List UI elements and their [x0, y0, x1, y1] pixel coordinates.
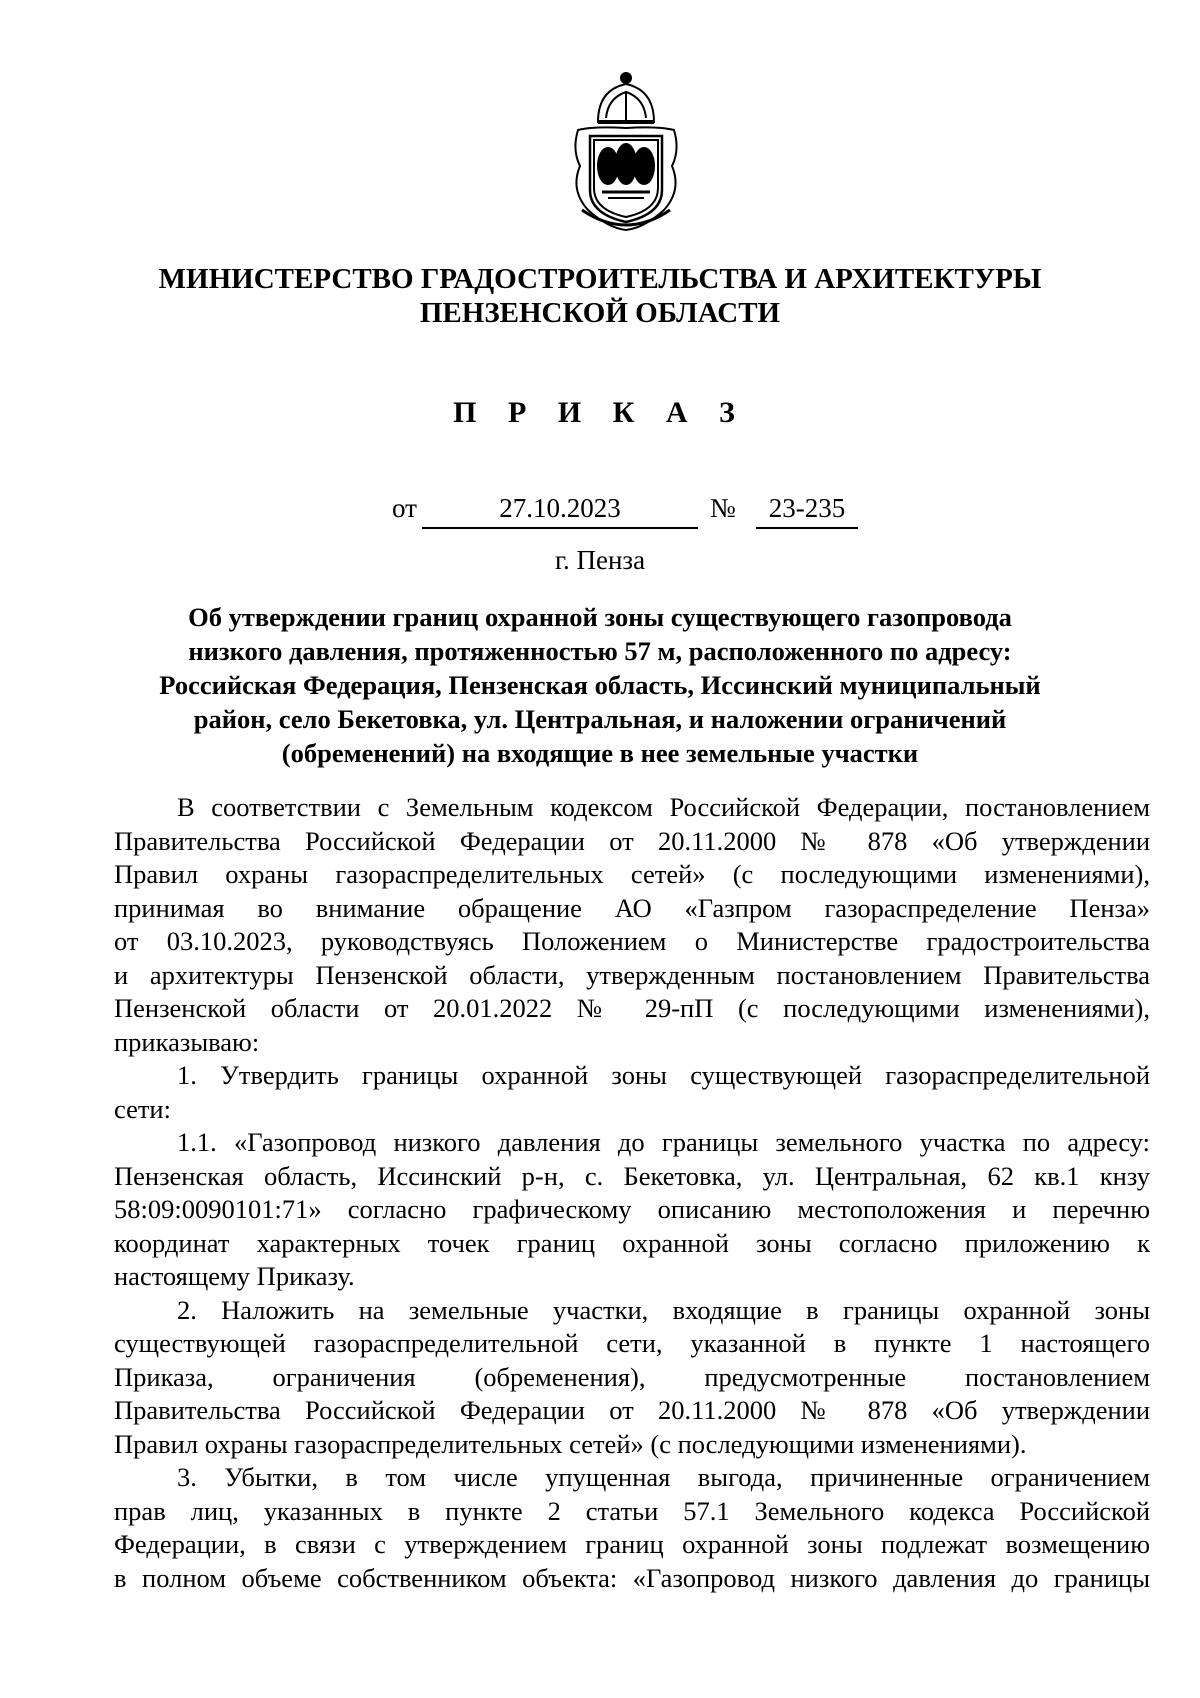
subject-line: низкого давления, протяженностью 57 м, расположенного по адресу:	[188, 636, 1012, 666]
ministry-name	[130, 262, 1070, 330]
text-line: Правил охраны газораспределительных сетей» (с последующими изменениями).	[114, 1428, 1027, 1459]
preamble-paragraph	[114, 791, 1150, 1059]
text-line: 1. Утвердить границы охранной зоны существующей газораспределительной	[177, 1060, 1150, 1090]
subject-line: Об утверждении границ охранной зоны существующего газопровода	[188, 602, 1012, 632]
text-line: координат характерных точек границ охранной зоны согласно приложению к	[114, 1227, 1150, 1258]
text-line: сети:	[114, 1093, 171, 1124]
item-1-paragraph	[114, 1059, 1150, 1126]
text-line: прав лиц, указанных в пункте 2 статьи 57.1 Земельного кодекса Российской	[114, 1495, 1150, 1526]
subject-line: (обременений) на входящие в нее земельные участки	[281, 738, 919, 768]
text-line: В соответствии с Земельным кодексом Российской Федерации, постановлением	[177, 792, 1150, 822]
text-line: Пензенской области от 20.01.2022 № 29-пП (с последующими изменениями),	[114, 993, 1150, 1023]
subject-line: район, село Бекетовка, ул. Центральная, и наложении ограничений	[193, 704, 1007, 734]
text-line: от 03.10.2023, руководствуясь Положением о Министерстве градостроительства	[114, 926, 1150, 956]
text-line: Правительства Российской Федерации от 20.11.2000 № 878 «Об утверждении	[114, 1395, 1150, 1425]
text-line: 58:09:0090101:71» согласно графическому описанию местоположения и перечню	[114, 1194, 1150, 1224]
text-line: приказываю:	[114, 1026, 260, 1057]
document-body	[114, 791, 1150, 1595]
text-line: в полном объеме собственником объекта: «Газопровод низкого давления до границы	[114, 1562, 1150, 1593]
text-line: существующей газораспределительной сети, указанной в пункте 1 настоящего	[114, 1328, 1150, 1358]
document-subject	[140, 600, 1060, 770]
text-line: 3. Убытки, в том числе упущенная выгода, причиненные ограничением	[177, 1462, 1150, 1492]
item-1-1-paragraph	[114, 1126, 1150, 1294]
document-number: 23-235	[756, 493, 858, 529]
text-line: принимая во внимание обращение АО «Газпром газораспределение Пенза»	[114, 892, 1150, 923]
item-3-paragraph	[114, 1461, 1150, 1595]
number-prefix: №	[710, 493, 736, 523]
text-line: Правил охраны газораспределительных сетей» (с последующими изменениями),	[114, 859, 1150, 889]
text-line: 1.1. «Газопровод низкого давления до границы земельного участка по адресу:	[177, 1127, 1150, 1157]
coat-of-arms-icon	[568, 70, 684, 232]
document-date: 27.10.2023	[422, 493, 698, 529]
text-line: 2. Наложить на земельные участки, входящие в границы охранной зоны	[177, 1294, 1150, 1325]
text-line: Федерации, в связи с утверждением границ охранной зоны подлежат возмещению	[114, 1529, 1150, 1559]
text-line: и архитектуры Пензенской области, утвержденным постановлением Правительства	[114, 959, 1150, 990]
text-line: настоящему Приказу.	[114, 1261, 355, 1291]
subject-line: Российская Федерация, Пензенская область, Иссинский муниципальный	[159, 670, 1041, 700]
city: г. Пенза	[554, 545, 646, 575]
item-2-paragraph	[114, 1294, 1150, 1462]
text-line: Пензенская область, Иссинский р-н, с. Бекетовка, ул. Центральная, 62 кв.1 кнзу	[114, 1160, 1150, 1191]
ministry-name-line1: МИНИСТЕРСТВО ГРАДОСТРОИТЕЛЬСТВА И АРХИТЕКТУРЫ	[158, 263, 1042, 295]
text-line: Приказа, ограничения (обременения), предусмотренные постановлением	[114, 1361, 1150, 1392]
text-line: Правительства Российской Федерации от 20.11.2000 № 878 «Об утверждении	[114, 825, 1150, 856]
date-prefix: от	[392, 493, 417, 523]
ministry-name-line2: ПЕНЗЕНСКОЙ ОБЛАСТИ	[419, 297, 781, 329]
document-type-title: П Р И К А З	[453, 396, 747, 429]
